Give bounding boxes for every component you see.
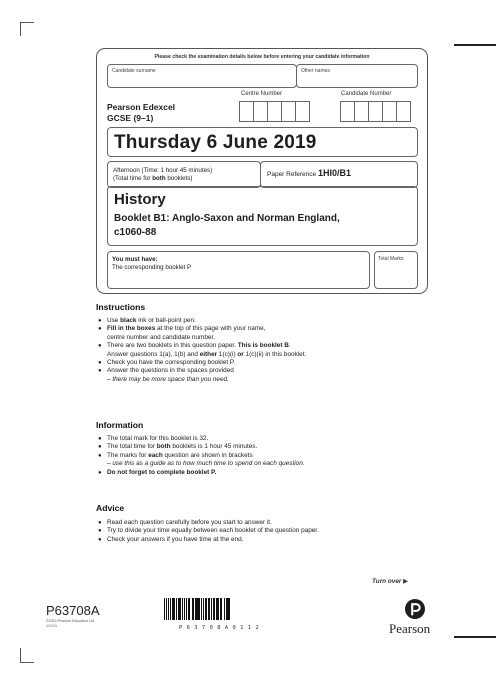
candidate-number-field[interactable]: [340, 101, 410, 122]
advice-list: [96, 519, 436, 544]
total-marks-label: Total Marks: [378, 256, 404, 262]
publisher-name: Pearson: [389, 621, 431, 636]
centre-number-field[interactable]: [239, 101, 309, 122]
list-item: ● Check you have the corresponding booklet P.: [98, 359, 236, 367]
candidate-surname-label: Candidate surname: [112, 68, 156, 74]
crop-mark: [20, 648, 21, 663]
list-item: ● Try to divide your time equally between each booklet of the question paper.: [98, 527, 319, 535]
edge-bar: [454, 44, 496, 46]
booklet-title-line-2: c1060-88: [114, 227, 157, 238]
instructions-heading: Instructions: [96, 302, 146, 312]
list-item: ● The marks for each question are shown in brackets – use this as a guide as to how much time to spend on each question.: [98, 451, 305, 468]
advice-heading: Advice: [96, 503, 125, 513]
subject-box: [107, 186, 418, 246]
copyright-line-1: ©2019 Pearson Education Ltd.: [46, 619, 96, 623]
turn-over-label: Turn over ▶: [372, 578, 409, 585]
must-have-item: The corresponding booklet P: [112, 264, 192, 271]
candidate-number-label: Candidate Number: [341, 91, 392, 97]
session-line-1: Afternoon (Time: 1 hour 45 minutes): [113, 167, 213, 174]
list-item: ● Do not forget to complete booklet P.: [98, 468, 217, 476]
qualification: GCSE (9–1): [107, 113, 154, 123]
list-item: ● Fill in the boxes at the top of this page with your name, centre number and candidate number.: [98, 325, 266, 341]
paper-reference-box: [260, 161, 418, 188]
paper-reference: Paper Reference 1HI0/B1: [267, 168, 351, 178]
must-have-box: [107, 251, 370, 289]
must-have-label: You must have:: [112, 256, 158, 263]
barcode: [164, 598, 231, 620]
candidate-surname-field[interactable]: [107, 64, 297, 88]
list-item: ● The total time for both booklets is 1 hour 45 minutes.: [98, 443, 258, 451]
list-item: ● Use black ink or ball-point pen.: [98, 317, 196, 324]
list-item: ● Check your answers if you have time at the end.: [98, 535, 244, 543]
list-item: ● There are two booklets in this question paper. This is booklet B. Answer questions 1(a), 1(b) and either 1(c)(i) or 1(c)(ii) in this booklet.: [98, 342, 307, 358]
check-details-text: Please check the examination details below before entering your candidate information: [154, 54, 370, 60]
crop-mark: [20, 662, 34, 663]
other-names-field[interactable]: [296, 64, 418, 88]
booklet-title-line-1: Booklet B1: Anglo-Saxon and Norman England,: [114, 213, 340, 224]
list-item: ● The total mark for this booklet is 32.: [98, 435, 209, 442]
edge-bar: [454, 636, 496, 638]
copyright-line-2: 1/1/1/1: [46, 624, 57, 628]
centre-number-label: Centre Number: [241, 91, 283, 97]
exam-board: Pearson Edexcel: [107, 102, 176, 112]
total-marks-box[interactable]: [374, 251, 418, 289]
crop-mark: [20, 22, 21, 36]
barcode-text: P63708A0112: [179, 625, 264, 631]
session-line-2: (Total time for both booklets): [113, 175, 193, 182]
list-item: ● Read each question carefully before you start to answer it.: [98, 519, 272, 526]
other-names-label: Other names: [301, 68, 330, 74]
session-box: [107, 161, 261, 188]
information-heading: Information: [96, 420, 144, 430]
exam-date-box: [107, 127, 418, 157]
information-list: [96, 435, 436, 477]
exam-date: Thursday 6 June 2019: [114, 132, 317, 153]
crop-mark: [20, 22, 34, 23]
instructions-list: [96, 317, 436, 384]
list-item: ● Answer the questions in the spaces provided – there may be more space than you need.: [98, 367, 234, 383]
paper-code: P63708A: [46, 603, 100, 618]
subject-title: History: [114, 191, 166, 208]
